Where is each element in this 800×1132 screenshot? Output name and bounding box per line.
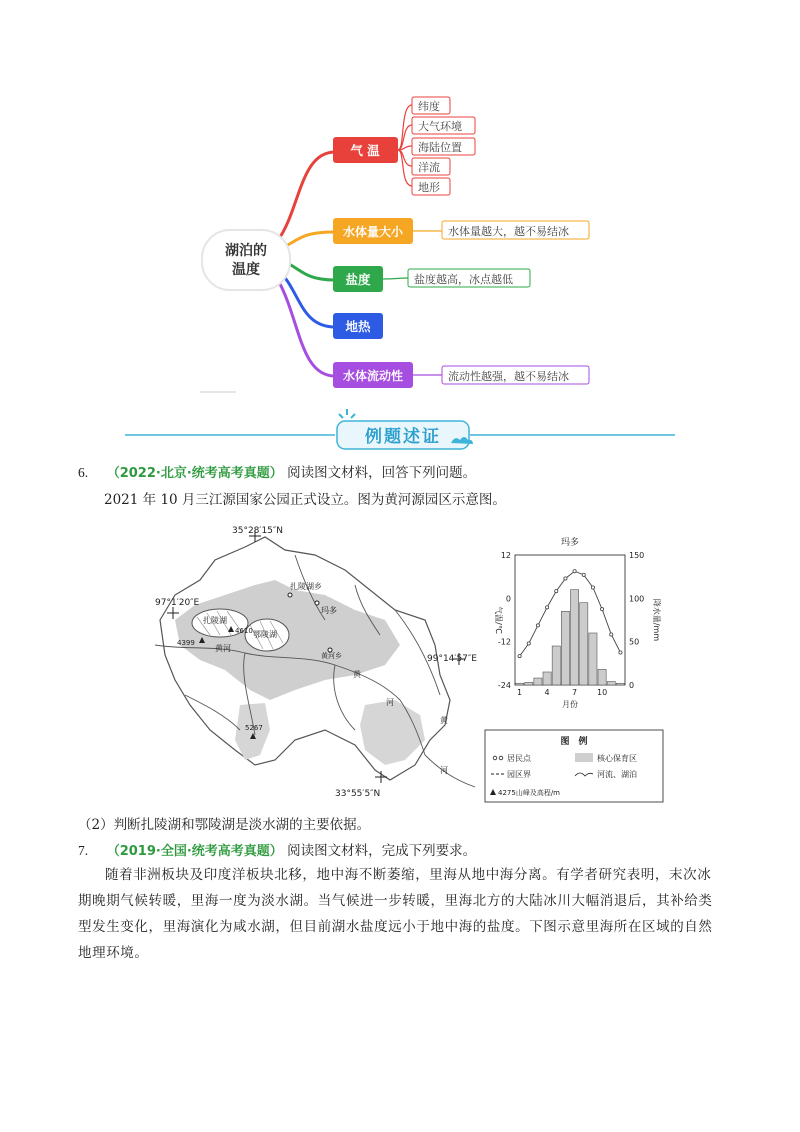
- peak-4610-label: 4610: [235, 627, 253, 635]
- chart-ylabel-left: 气温/℃: [494, 606, 503, 634]
- legend-title: 图 例: [560, 737, 588, 747]
- branch-qiwen-label: 气 温: [350, 143, 380, 158]
- q6-source: （2022·北京·统考高考真题）: [106, 466, 283, 481]
- branch-yandu-label: 盐度: [345, 272, 371, 287]
- left-tick-label: -12: [497, 637, 511, 647]
- coord-right: 99°14′57″E: [427, 654, 477, 664]
- temperature-point: [573, 570, 576, 573]
- peak-4399-label: 4399: [177, 639, 195, 647]
- leaf-dixing-text: 地形: [418, 181, 440, 194]
- precip-bar: [516, 683, 524, 685]
- center-line-2: 温度: [232, 262, 260, 278]
- precip-bar: [616, 683, 624, 685]
- place-zhaling-town: 扎陵湖乡: [290, 582, 322, 591]
- q7-line: [78, 841, 476, 862]
- right-tick-label: 50: [629, 637, 640, 647]
- precip-bar: [525, 682, 533, 685]
- lake-zhaling-label: 扎陵湖: [203, 616, 227, 625]
- legend-settlement: 居民点: [507, 754, 531, 763]
- legend-core-icon: [575, 753, 593, 762]
- leaf-liudong-text: 流动性越强，越不易结冰: [448, 370, 569, 383]
- precip-bar: [552, 646, 560, 685]
- left-tick-label: -24: [497, 681, 511, 690]
- map-legend: [485, 730, 663, 802]
- sparkle-icon: [339, 409, 355, 418]
- leaf-yangliu-text: 洋流: [418, 161, 440, 174]
- left-tick-label: 0: [505, 594, 511, 604]
- legend-settlement-icon: [493, 756, 497, 760]
- branch-shuiti-label: 水体量大小: [342, 225, 404, 239]
- temperature-line: [520, 571, 621, 656]
- lake-eling-label: 鄂陵湖: [253, 630, 277, 639]
- precip-bar: [543, 672, 551, 685]
- q7-prompt: 阅读图文材料，完成下列要求。: [287, 843, 477, 859]
- chart-title: 玛多: [560, 538, 580, 548]
- precip-bar: [534, 678, 542, 685]
- x-tick-label: 4: [544, 688, 550, 697]
- peak-5267-label: 5267: [245, 724, 263, 732]
- river-label-he2: 河: [386, 698, 394, 707]
- coord-bottom: 33°55′5″N: [335, 789, 381, 799]
- coord-top: 35°28′15″N: [232, 526, 283, 536]
- leaf-shuiti-text: 水体量越大，越不易结冰: [448, 225, 569, 238]
- temperature-point: [545, 606, 548, 609]
- mind-map: [190, 90, 610, 400]
- precip-bar: [580, 603, 588, 685]
- x-tick-label: 1: [517, 688, 523, 697]
- temperature-point: [555, 590, 558, 593]
- chart-xlabel: 月份: [562, 700, 578, 709]
- legend-core: 核心保育区: [597, 754, 637, 763]
- q6-sub2: （2）判断扎陵湖和鄂陵湖是淡水湖的主要依据。: [78, 817, 371, 833]
- x-tick-label: 10: [596, 688, 608, 697]
- precip-bar: [598, 669, 606, 685]
- q7-paragraph: 随着非洲板块及印度洋板块北移，地中海不断萎缩，里海从地中海分离。有学者研究表明，末次冰期晚期气候转暖，里海一度为淡水湖。当气候进一步转暖，里海北方的大陆冰川大幅消退后，其补给类型发生变化，里海演化为咸水湖，但目前湖水盐度远小于地中海的盐度。下图示意里海所在区域的自然地理环境。: [78, 867, 713, 961]
- settlement-maduo: [315, 601, 319, 605]
- temperature-point: [582, 573, 585, 576]
- settlement-zhaling: [288, 593, 292, 597]
- legend-river: 河流、湖泊: [597, 770, 637, 779]
- temperature-point: [527, 642, 530, 645]
- banner-title: 例题述证: [365, 427, 441, 447]
- temperature-point: [536, 624, 539, 627]
- precip-bar: [571, 590, 579, 685]
- river-label-huang3: 黄: [440, 716, 448, 725]
- q6-material: 2021 年 10 月三江源国家公园正式设立。图为黄河源园区示意图。: [104, 492, 506, 508]
- river-label-he3: 河: [440, 766, 448, 775]
- yellow-river-source-figure: [155, 525, 665, 805]
- legend-peak-label: 山峰及高程/m: [515, 789, 561, 797]
- right-tick-label: 100: [629, 594, 645, 604]
- river-label-huang2: 黄: [353, 670, 361, 679]
- chart-ylabel-right: 降水量/mm: [652, 598, 661, 642]
- temperature-point: [518, 655, 521, 658]
- river-label-huanghe: 黄河: [215, 644, 231, 653]
- center-line-1: 湖泊的: [225, 243, 267, 259]
- connector-liudong: [278, 280, 335, 376]
- q6-number: 6.: [78, 465, 89, 480]
- legend-peak: 4275山峰及高程/m: [498, 789, 561, 797]
- leaf-yandu-text: 盐度越高，冰点越低: [414, 273, 513, 286]
- q6-line: [78, 463, 476, 484]
- park-map: [155, 526, 477, 799]
- temperature-point: [600, 608, 603, 611]
- place-huangheyuan: 黄河乡: [321, 652, 342, 660]
- q6-prompt: 阅读图文材料，回答下列问题。: [287, 465, 477, 481]
- right-tick-label: 0: [629, 681, 635, 690]
- leaf-hailu-text: 海陆位置: [418, 141, 462, 154]
- center-node: [202, 230, 290, 290]
- section-banner: [125, 405, 675, 453]
- right-tick-label: 150: [629, 551, 645, 560]
- connector-qiwen: [278, 152, 335, 240]
- temperature-point: [591, 586, 594, 589]
- climate-chart: [494, 536, 662, 709]
- q7-number: 7.: [78, 843, 89, 858]
- precip-bar: [561, 611, 569, 685]
- left-tick-label: 12: [500, 551, 511, 560]
- q7-source: （2019·全国·统考高考真题）: [106, 844, 283, 859]
- place-maduo: 玛多: [321, 606, 337, 615]
- temperature-point: [564, 577, 567, 580]
- x-tick-label: 7: [572, 688, 578, 697]
- precip-bar: [607, 682, 615, 685]
- temperature-point: [610, 633, 613, 636]
- precip-bar: [589, 633, 597, 685]
- temperature-point: [619, 651, 622, 654]
- branch-dire-label: 地热: [345, 319, 371, 334]
- leaf-daqi-text: 大气环境: [418, 120, 462, 133]
- legend-boundary: 园区界: [507, 770, 531, 779]
- leaf-weidu-text: 纬度: [418, 100, 440, 113]
- coord-left: 97°1′20″E: [155, 598, 200, 608]
- branch-liudong-label: 水体流动性: [342, 369, 404, 383]
